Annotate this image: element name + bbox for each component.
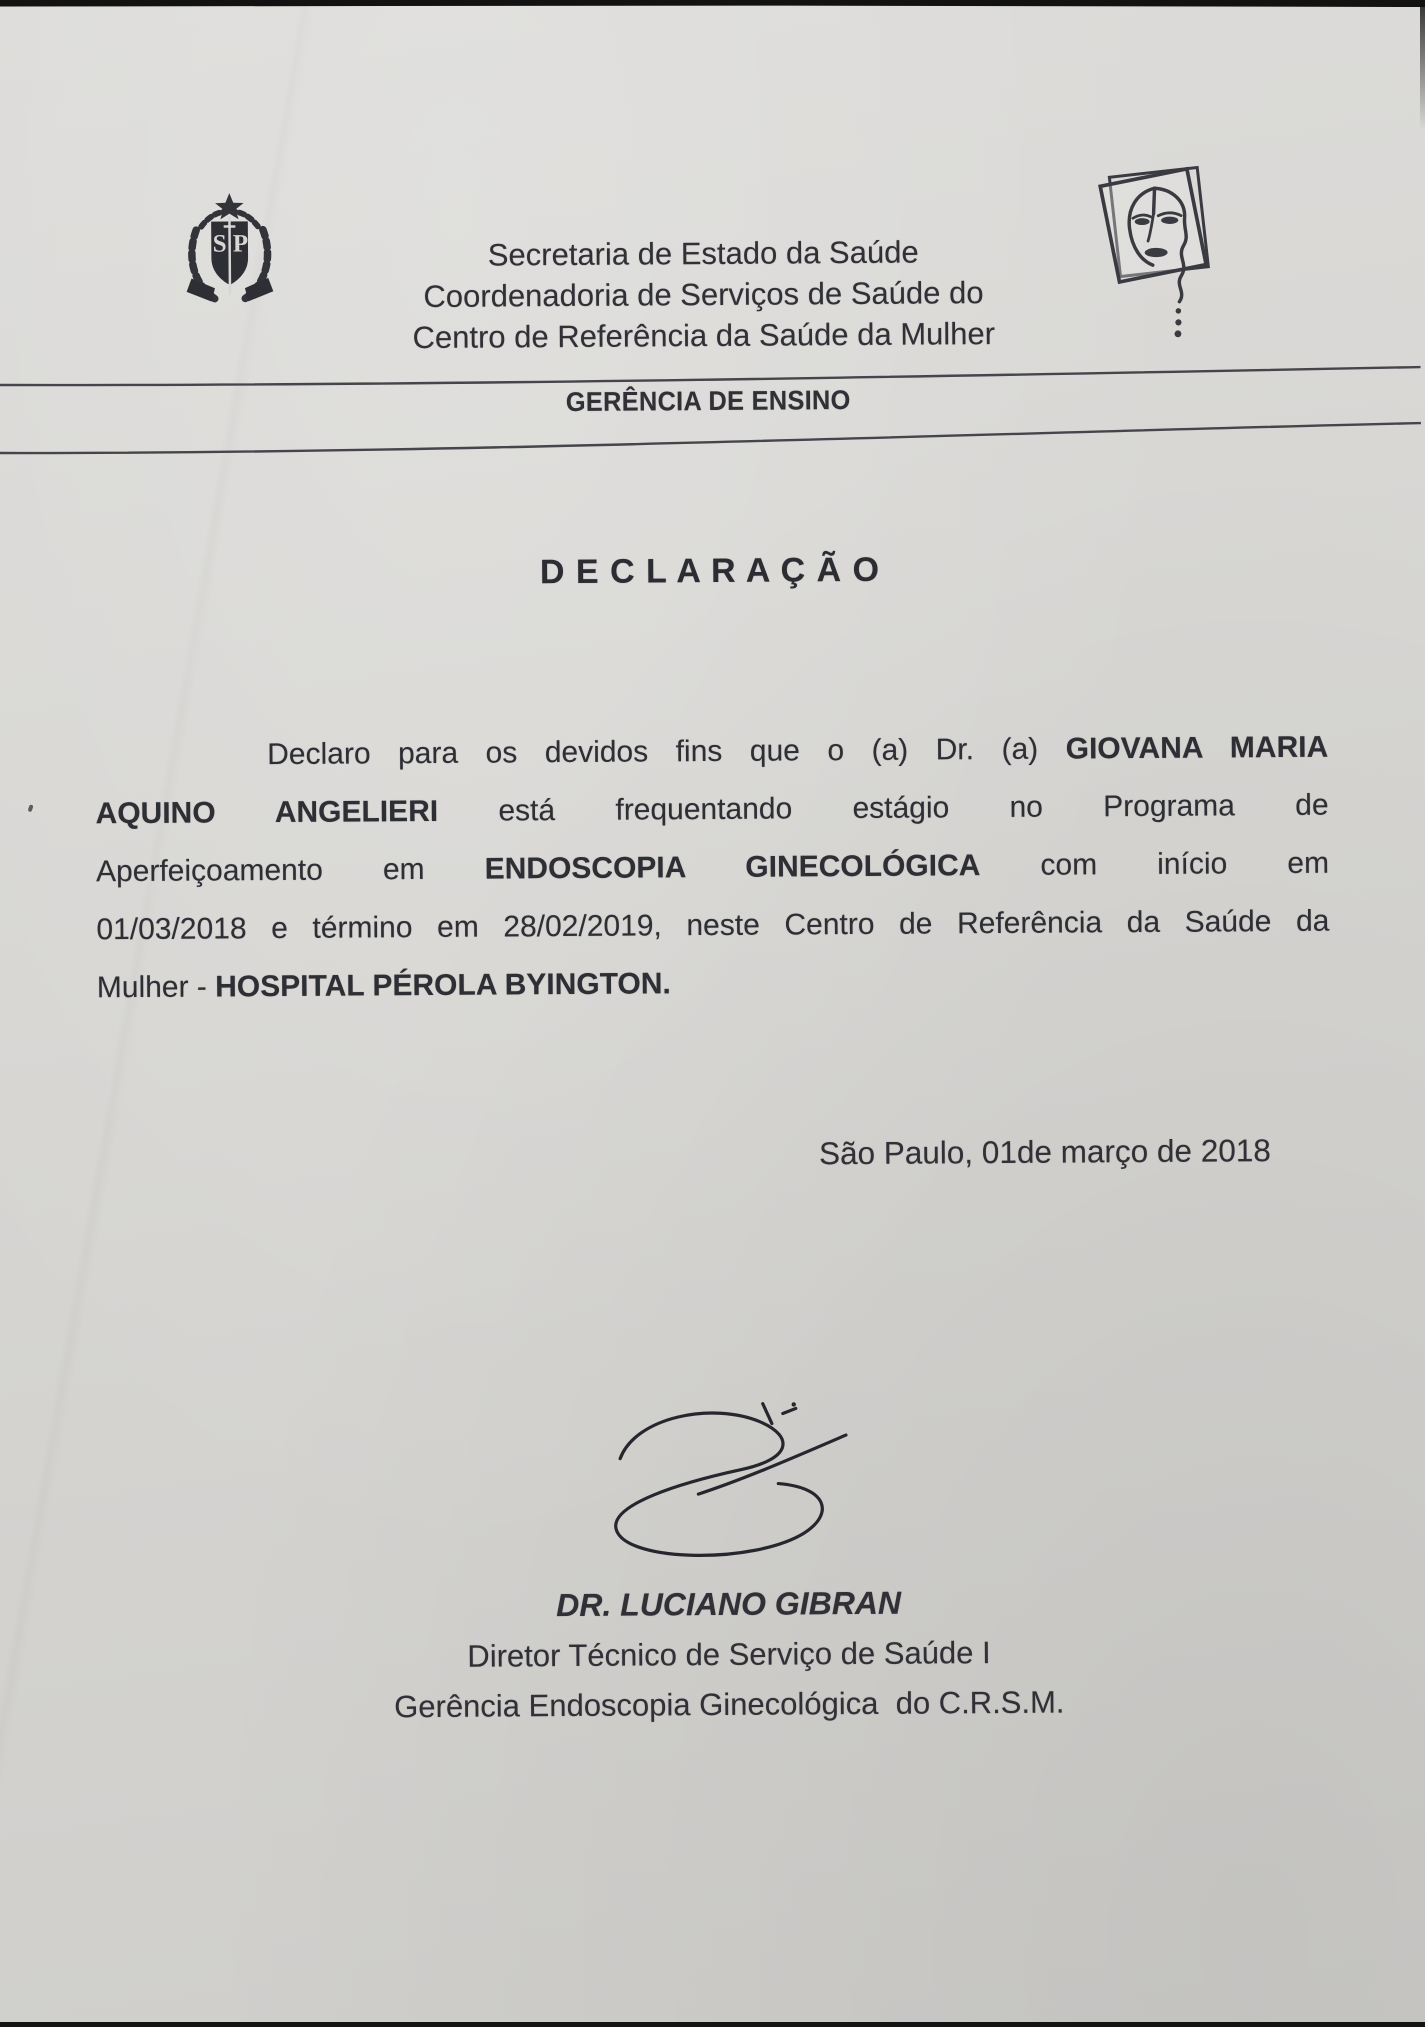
body-line	[96, 835, 1329, 902]
signature-block	[16, 1573, 1425, 1735]
signer-name: DR. LUCIANO GIBRAN	[16, 1573, 1425, 1635]
signer-department: Gerência Endoscopia Ginecológica do C.R.S.M.	[17, 1675, 1425, 1735]
signature-loops	[615, 1412, 823, 1556]
body-text-bold: GIOVANA MARIA	[1066, 731, 1329, 766]
body-line	[97, 951, 1330, 1018]
body-line	[95, 719, 1328, 786]
paper-speck	[28, 804, 34, 812]
org-line-1: Secretaria de Estado da Saúde	[0, 228, 1416, 279]
body-text-bold: HOSPITAL PÉROLA BYINGTON.	[215, 967, 671, 1003]
body-text: Mulher -	[97, 970, 216, 1004]
header-divider-lines	[0, 0, 1421, 505]
body-text: Declaro para os devidos fins que o (a) Dr. (a)	[267, 733, 1066, 772]
sp-letter-p: P	[233, 230, 248, 257]
sp-letter-s: S	[213, 231, 227, 258]
body-paragraph	[95, 719, 1330, 1018]
signature-tick-1	[763, 1404, 772, 1424]
document-title: D E C L A R A Ç Ã O	[0, 547, 1422, 596]
signer-role: Diretor Técnico de Serviço de Saúde I	[16, 1625, 1425, 1685]
handwritten-signature	[588, 1395, 869, 1575]
body-text: Aperfeiçoamento em	[96, 853, 485, 889]
body-text-bold: AQUINO ANGELIERI	[95, 795, 438, 830]
photo-right-edge-shadow	[1420, 0, 1425, 130]
body-line	[95, 777, 1328, 844]
body-text: com início em	[980, 847, 1329, 882]
org-line-3: Centro de Referência da Saúde da Mulher	[0, 310, 1416, 361]
banner-gerencia-de-ensino: GERÊNCIA DE ENSINO	[38, 381, 1378, 421]
org-line-2: Coordenadoria de Serviços de Saúde do	[0, 269, 1416, 320]
body-text: está frequentando estágio no Programa de	[438, 789, 1329, 828]
body-text-bold: ENDOSCOPIA GINECOLÓGICA	[485, 849, 981, 885]
rule-bottom	[0, 423, 1421, 454]
body-line	[96, 893, 1329, 960]
date-line: São Paulo, 01de março de 2018	[819, 1132, 1271, 1172]
signature-tick-2	[783, 1408, 796, 1413]
body-text: 01/03/2018 e término em 28/02/2019, neste Centro de Referência da Saúde da	[96, 905, 1329, 947]
signature-dot	[792, 1402, 796, 1406]
signature-diagonal	[698, 1435, 846, 1494]
